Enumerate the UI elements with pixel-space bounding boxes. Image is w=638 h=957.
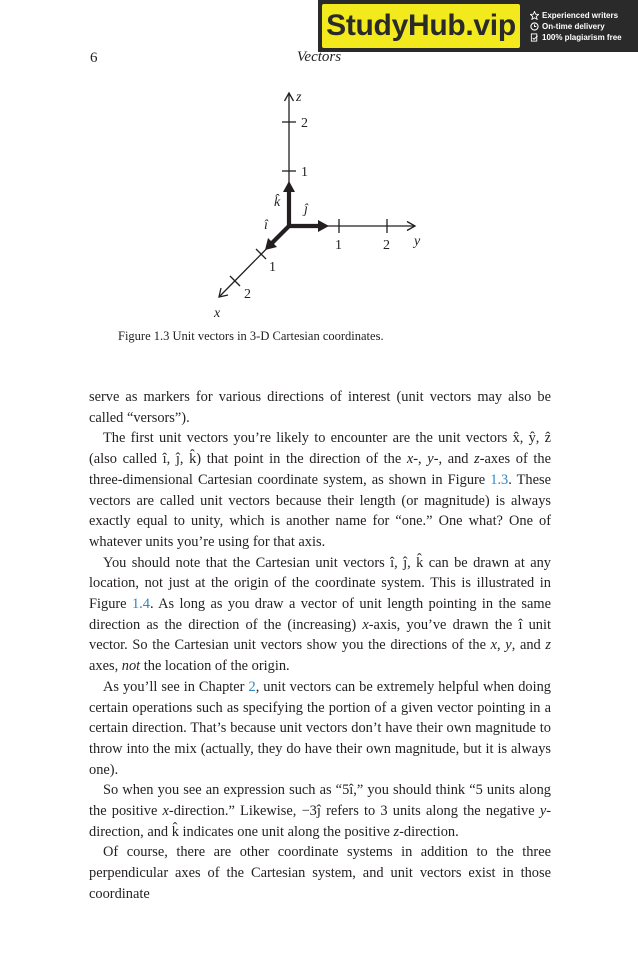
emphasis: not bbox=[121, 658, 141, 675]
math-var: y bbox=[539, 803, 547, 820]
paragraph bbox=[89, 387, 551, 428]
text-run: . As long as you draw a vector of unit length pointing in the same direction as the direction of the (increasing) bbox=[89, 596, 551, 633]
text-run: So when you see an expression such as “5î,” you should think “5 units along the positive bbox=[89, 782, 551, 820]
text-run: axes, bbox=[89, 658, 122, 675]
text-run: -direction, and k̂ indicates one unit along the positive bbox=[89, 803, 551, 840]
unit-vector-figure bbox=[0, 0, 638, 340]
text-run: -, and bbox=[433, 451, 475, 468]
figure-caption: Figure 1.3 Unit vectors in 3-D Cartesian coordinates. bbox=[118, 329, 384, 343]
unit-j-label: ĵ bbox=[304, 202, 308, 217]
y-axis-label: y bbox=[414, 234, 421, 249]
math-var: z bbox=[393, 823, 400, 840]
text-run: -, bbox=[413, 451, 428, 468]
text-run: the location of the origin. bbox=[140, 658, 290, 675]
math-var: x bbox=[490, 637, 498, 654]
math-var: y bbox=[427, 451, 434, 468]
unit-vector-i bbox=[270, 226, 289, 245]
y-tick-1-label: 1 bbox=[335, 238, 342, 253]
text-run: As you’ll see in Chapter bbox=[103, 678, 249, 695]
figure-link[interactable]: 1.4 bbox=[131, 596, 150, 613]
chapter-link[interactable]: 2 bbox=[248, 678, 256, 695]
running-head: Vectors bbox=[296, 49, 342, 65]
text-run: serve as markers for various directions of interest (unit vectors may also be called “versors”). bbox=[89, 389, 551, 426]
text-run: -direction. bbox=[399, 823, 459, 840]
unit-vector-k-head bbox=[283, 181, 295, 192]
x-tick-2-label: 2 bbox=[244, 287, 251, 302]
math-var: z bbox=[474, 451, 480, 468]
perk-label: On-time delivery bbox=[542, 21, 605, 31]
text-run: The first unit vectors you’re likely to encounter are the unit vectors x̂, ŷ, ẑ (also called î, ĵ, k̂) that point in the direction of the bbox=[89, 430, 551, 468]
unit-i-label: î bbox=[264, 218, 268, 233]
unit-vector-j-head bbox=[318, 220, 329, 232]
math-var: x bbox=[162, 803, 169, 820]
z-axis-label: z bbox=[296, 90, 302, 105]
brand-logo[interactable]: StudyHub.vip bbox=[322, 4, 520, 48]
paragraph bbox=[89, 553, 551, 677]
text-run: , unit vectors can be extremely helpful when doing certain operations such as specifying the portion of a given vector pointing in a certain direction. That’s because unit vectors don’t have their own magnitude to throw into the mix (actually, they do have their own magnitude, but it is always one). bbox=[89, 678, 551, 778]
text-run: , and bbox=[511, 637, 546, 654]
text-run: You should note that the Cartesian unit vectors î, ĵ, k̂ can be drawn at any location, not just at the origin of the coordinate system. This is illustrated in Figure bbox=[89, 554, 551, 613]
perk-label: 100% plagiarism free bbox=[542, 32, 622, 42]
text-run: Of course, there are other coordinate systems in addition to the three perpendicular axes of the Cartesian system, and unit vectors exist in those coordinate bbox=[89, 844, 551, 902]
paragraph bbox=[89, 842, 551, 904]
page-number: 6 bbox=[90, 50, 98, 66]
z-tick-1-label: 1 bbox=[301, 165, 308, 180]
paragraph bbox=[89, 428, 551, 552]
text-run: -direction.” Likewise, −3ĵ refers to 3 units along the negative bbox=[168, 803, 540, 820]
math-var: x bbox=[406, 451, 414, 468]
text-run: , bbox=[497, 637, 506, 654]
text-run: -axis, you’ve drawn the î unit vector. So the Cartesian unit vectors show you the directions of the bbox=[89, 616, 551, 654]
text-run: . These vectors are called unit vectors because their length (or magnitude) is always exactly equal to unity, which is another name for “one.” One what? One of whatever units you’re using for that axis. bbox=[89, 471, 551, 550]
paragraph bbox=[89, 780, 551, 842]
math-var: y bbox=[505, 637, 512, 654]
x-axis-label: x bbox=[214, 306, 221, 321]
unit-k-label: k̂ bbox=[274, 195, 281, 210]
math-var: x bbox=[362, 616, 369, 633]
z-tick-2-label: 2 bbox=[301, 116, 308, 131]
math-var: z bbox=[545, 637, 551, 654]
body-text bbox=[89, 387, 551, 905]
y-tick-2-label: 2 bbox=[383, 238, 390, 253]
figure-link[interactable]: 1.3 bbox=[490, 471, 509, 488]
x-tick-1-label: 1 bbox=[269, 260, 276, 275]
perk-label: Experienced writers bbox=[542, 10, 619, 20]
text-run: -axes of the three-dimensional Cartesian coordinate system, as shown in Figure bbox=[89, 451, 551, 488]
paragraph bbox=[89, 677, 551, 781]
